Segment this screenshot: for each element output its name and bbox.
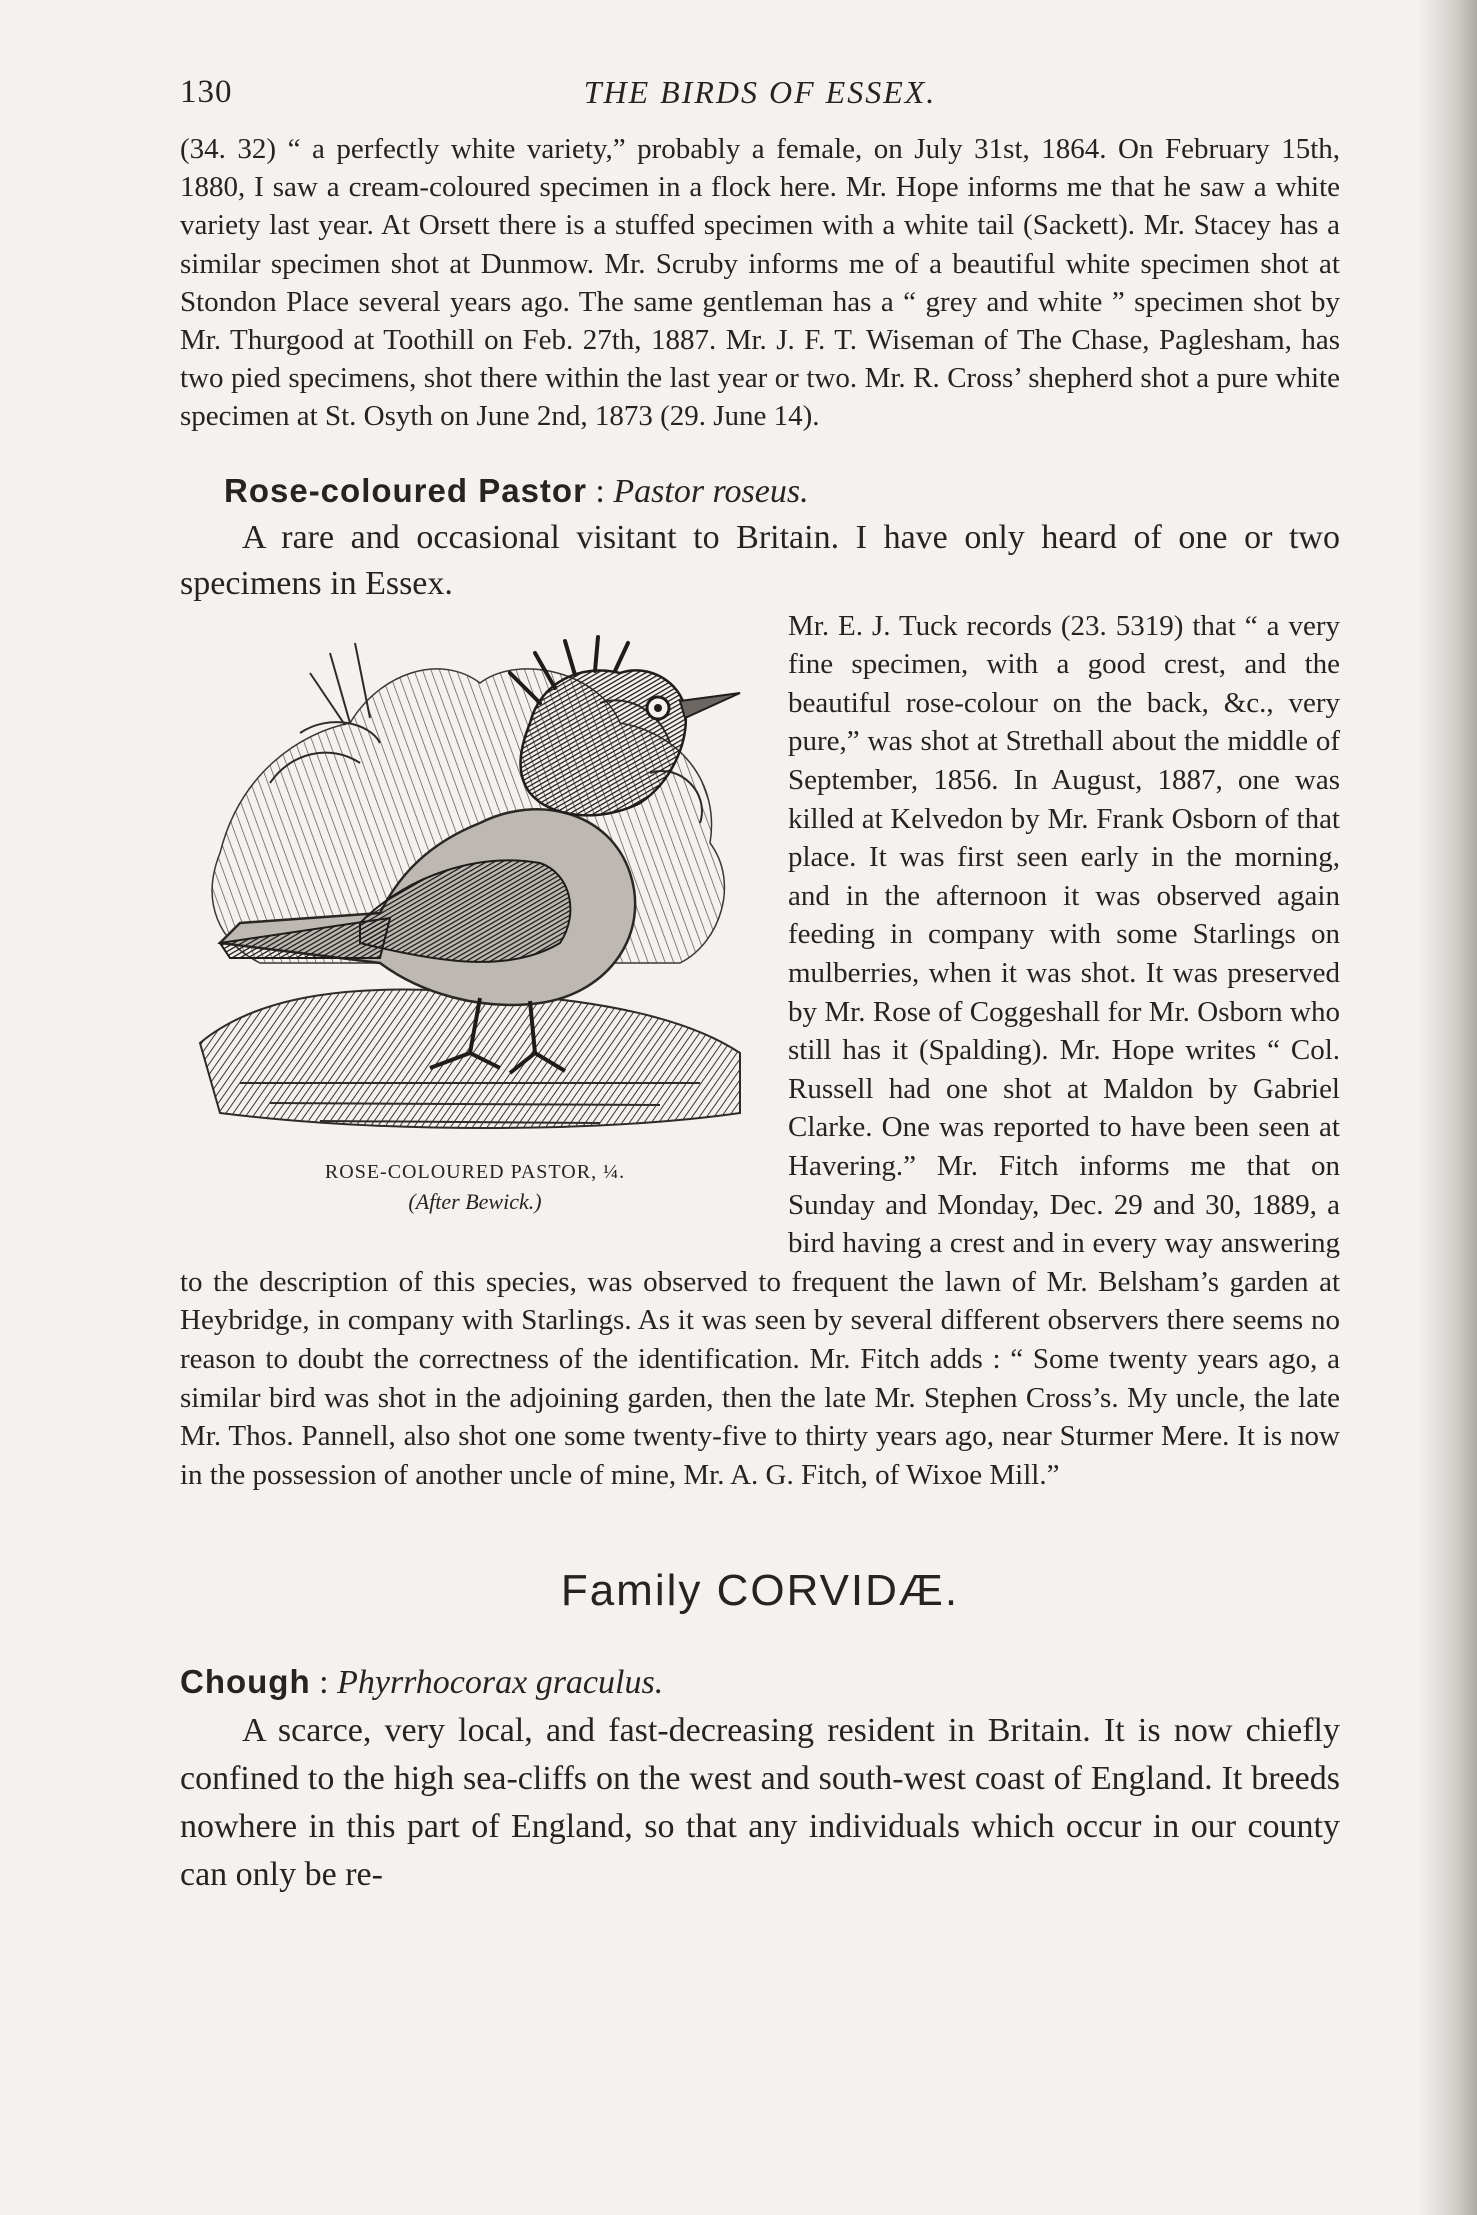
figure-caption-credit: (After Bewick.) — [408, 1188, 542, 1214]
rose-pastor-lead: A rare and occasional visitant to Britain. I have only heard of one or two specimens in Essex. — [180, 518, 1340, 602]
rose-pastor-engraving — [180, 613, 770, 1153]
figure-caption-title: ROSE-COLOURED PASTOR, ¼. — [324, 1160, 626, 1183]
book-page — [180, 70, 1340, 1899]
running-head — [180, 70, 1340, 130]
figure-caption — [180, 1157, 770, 1217]
chough-heading — [180, 1658, 1340, 1707]
rose-pastor-figure — [180, 613, 770, 1243]
family-heading: Family CORVIDÆ. — [560, 1566, 960, 1616]
rose-pastor-heading — [180, 468, 1340, 515]
intro-paragraph: (34. 32) “ a perfectly white variety,” probably a female, on July 31st, 1864. On February 15th, 1880, I saw a cream-coloured specimen in a flock here. Mr. Hope informs me that he saw a white variety last year. At Orsett there is a stuffed specimen with a white tail (Sackett). Mr. Stacey has a similar specimen shot at Dunmow. Mr. Scruby informs me of a beautiful white specimen shot at Stondon Place several years ago. The same gentleman has a “ grey and white ” specimen shot by Mr. Thurgood at Toothill on Feb. 27th, 1887. Mr. J. F. T. Wiseman of The Chase, Paglesham, has two pied specimens, shot there within the last year or two. Mr. R. Cross’ shepherd shot a pure white specimen at St. Osyth on June 2nd, 1873 (29. June 14). — [180, 133, 1340, 433]
page-number: 130 — [180, 74, 233, 110]
binding-shadow — [1417, 0, 1477, 2215]
chough-separator: : — [310, 1664, 338, 1702]
running-title: THE BIRDS OF ESSEX. — [583, 74, 937, 110]
rose-pastor-latin-name: Pastor roseus. — [613, 472, 809, 510]
chough-common-name: Chough — [180, 1663, 311, 1701]
rose-pastor-separator: : — [586, 472, 614, 510]
rose-pastor-body: Mr. E. J. Tuck records (23. 5319) that “ a very fine specimen, with a good crest, and the beautiful rose-colour on the back, &c., very pure,” was shot at Strethall about the middle of September, 1856. In August, 1887, one was killed at Kelvedon by Mr. Frank Osborn of that place. It was first seen early in the morning, and in the afternoon it was observed again feeding in company with some Starlings on mulberries, when it was shot. It was preserved by Mr. Rose of Coggeshall for Mr. Osborn who still has it (Spalding). Mr. Hope writes “ Col. Russell had one shot at Maldon by Gabriel Clarke. One was reported to have been seen at Havering.” Mr. Fitch informs me that on Sunday and Monday, Dec. 29 and 30, 1889, a bird having a crest and in every way answering to the description of this species, was observed to frequent the lawn of Mr. Belsham’s garden at Heybridge, in company with Starlings. As it was seen by several different observers there seems no reason to doubt the correctness of the identification. Mr. Fitch adds : “ Some twenty years ago, a similar bird was shot in the adjoining garden, then the late Mr. Stephen Cross’s. My uncle, the late Mr. Thos. Pannell, also shot one some twenty-five to thirty years ago, near Sturmer Mere. It is now in the possession of another uncle of mine, Mr. A. G. Fitch, of Wixoe Mill.” — [180, 609, 1340, 1491]
rose-pastor-common-name: Rose-coloured Pastor — [224, 471, 587, 509]
chough-latin-name: Phyrrhocorax graculus. — [337, 1664, 664, 1702]
chough-lead: A scarce, very local, and fast-decreasing resident in Britain. It is now chiefly confined to the high sea-cliffs on the west and south-west coast of England. It breeds nowhere in this part of England, so that any individuals which occur in our county can only be re- — [180, 1712, 1340, 1894]
